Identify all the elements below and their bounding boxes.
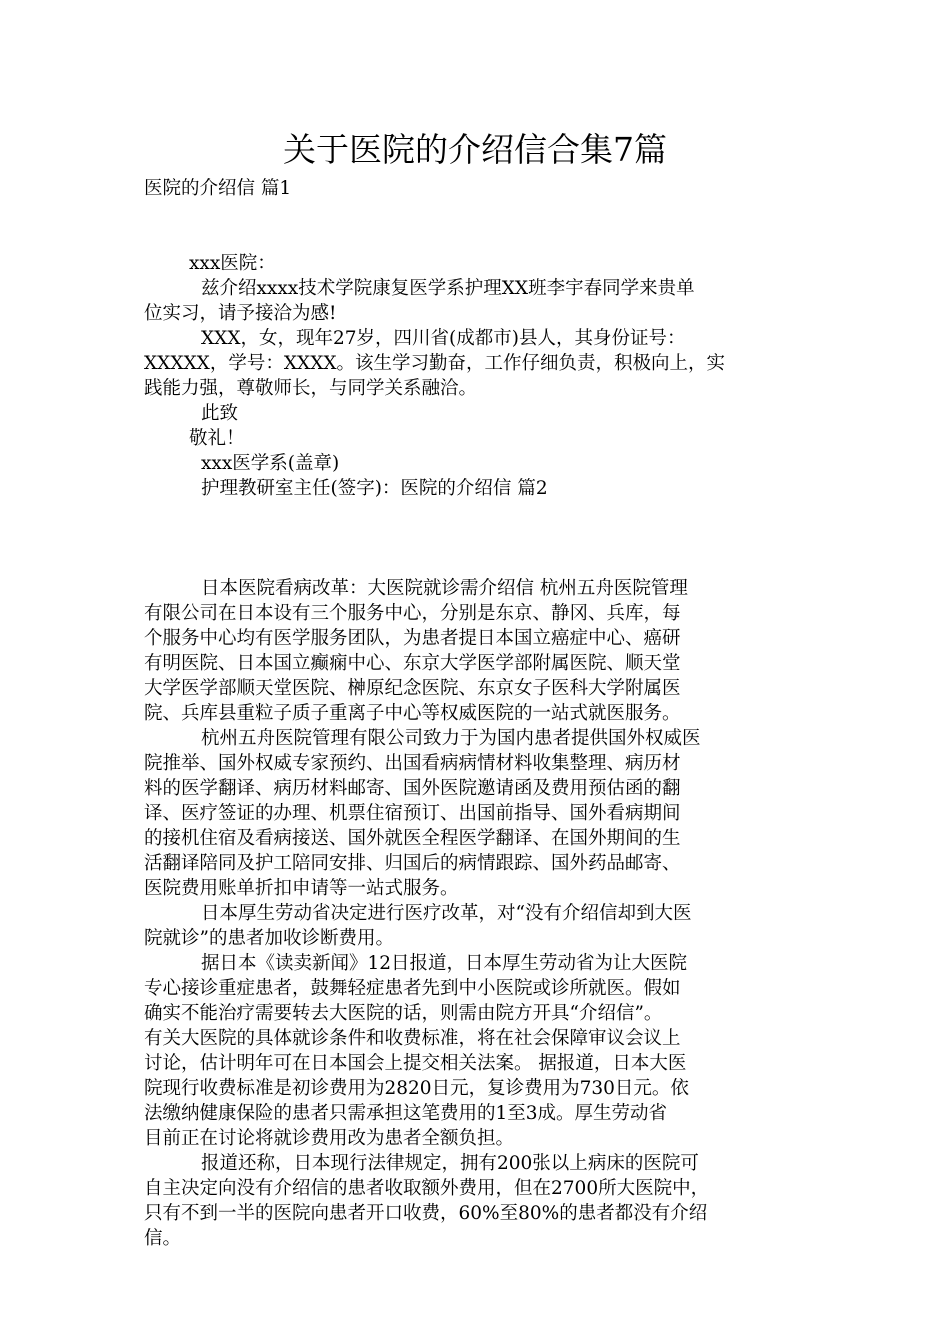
text-line: 确实不能治疗需要转去大医院的话，则需由院方开具“介绍信”。	[144, 1003, 663, 1024]
text-line: 只有不到一半的医院向患者开口收费，60%至80%的患者都没有介绍	[144, 1203, 708, 1224]
text-line: 院、兵库县重粒子质子重离子中心等权威医院的一站式就医服务。	[144, 703, 681, 724]
text-line: 译、医疗签证的办理、机票住宿预订、出国前指导、国外看病期间	[144, 803, 681, 824]
closing-line: 此致	[201, 403, 239, 424]
text-line: 据日本《读卖新闻》12日报道，日本厚生劳动省为让大医院	[201, 953, 688, 974]
text-line: 日本厚生劳动省决定进行医疗改革，对“没有介绍信却到大医	[201, 903, 692, 924]
paragraph	[144, 276, 808, 326]
spacer	[144, 201, 808, 251]
text-line: 自主决定向没有介绍信的患者收取额外费用，但在2700所大医院中，	[144, 1178, 710, 1199]
text-line: 杭州五舟医院管理有限公司致力于为国内患者提供国外权威医	[201, 728, 701, 749]
text-line: 信。	[144, 1228, 182, 1249]
signature-line: 护理教研室主任(签字)：医院的介绍信 篇2	[201, 478, 548, 499]
text-line: 位实习，请予接洽为感!	[144, 303, 337, 324]
text-line: 医院费用账单折扣申请等一站式服务。	[144, 878, 459, 899]
text-line: 料的医学翻译、病历材料邮寄、国外医院邀请函及费用预估函的翻	[144, 778, 681, 799]
paragraph	[144, 726, 808, 901]
text-line: 践能力强，尊敬师长，与同学关系融洽。	[144, 378, 478, 399]
salutation: xxx医院：	[189, 253, 276, 274]
paragraph	[144, 1151, 808, 1251]
spacer	[144, 551, 808, 576]
text-line: 有限公司在日本设有三个服务中心，分别是东京、静冈、兵库，每	[144, 603, 681, 624]
document-body	[144, 176, 808, 1251]
text-line: XXX，女，现年27岁，四川省(成都市)县人，其身份证号：	[201, 328, 686, 349]
text-line: 法缴纳健康保险的患者只需承担这笔费用的1至3成。厚生劳动省	[144, 1103, 668, 1124]
section-heading: 医院的介绍信 篇1	[144, 178, 292, 199]
text-line: 报道还称，日本现行法律规定，拥有200张以上病床的医院可	[201, 1153, 699, 1174]
text-line: 日本医院看病改革：大医院就诊需介绍信 杭州五舟医院管理	[201, 578, 688, 599]
text-line: 目前正在讨论将就诊费用改为患者全额负担。	[144, 1128, 515, 1149]
paragraph	[144, 901, 808, 951]
text-line: 专心接诊重症患者，鼓舞轻症患者先到中小医院或诊所就医。假如	[144, 978, 681, 999]
spacer	[144, 501, 808, 551]
text-line: 有关大医院的具体就诊条件和收费标准，将在社会保障审议会议上	[144, 1028, 681, 1049]
paragraph	[144, 951, 808, 1151]
text-line: 活翻译陪同及护工陪同安排、归国后的病情跟踪、国外药品邮寄、	[144, 853, 681, 874]
text-line: 兹介绍xxxx技术学院康复医学系护理XX班李宇春同学来贵单	[201, 278, 695, 299]
text-line: 院现行收费标准是初诊费用为2820日元，复诊费用为730日元。依	[144, 1078, 689, 1099]
text-line: 大学医学部顺天堂医院、榊原纪念医院、东京女子医科大学附属医	[144, 678, 681, 699]
document-title: 关于医院的介绍信合集7篇	[283, 130, 667, 169]
closing-line: 敬礼！	[189, 428, 245, 449]
text-line: 的接机住宿及看病接送、国外就医全程医学翻译、在国外期间的生	[144, 828, 681, 849]
text-line: XXXXX，学号：XXXX。该生学习勤奋，工作仔细负责，积极向上，实	[144, 353, 726, 374]
signature-line: xxx医学系(盖章)	[201, 453, 340, 474]
paragraph	[144, 576, 808, 726]
text-line: 院就诊”的患者加收诊断费用。	[144, 928, 394, 949]
text-line: 有明医院、日本国立癫痫中心、东京大学医学部附属医院、顺天堂	[144, 653, 681, 674]
text-line: 讨论，估计明年可在日本国会上提交相关法案。 据报道，日本大医	[144, 1053, 687, 1074]
text-line: 个服务中心均有医学服务团队，为患者提日本国立癌症中心、癌研	[144, 628, 681, 649]
text-line: 院推举、国外权威专家预约、出国看病病情材料收集整理、病历材	[144, 753, 681, 774]
paragraph	[144, 326, 808, 401]
